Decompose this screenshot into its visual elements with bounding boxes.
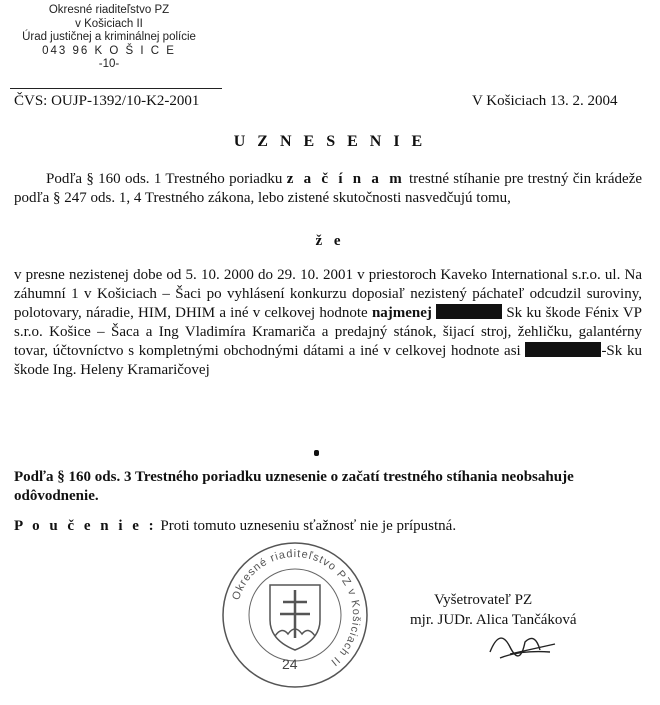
document-title: U Z N E S E N I E [233, 133, 427, 150]
instruction-paragraph [14, 517, 646, 536]
issuer-postcode: 043 96 K O Š I C E [42, 44, 176, 57]
signatory-role: Vyšetrovateľ PZ [434, 592, 533, 608]
justification-note: Podľa § 160 ods. 3 Trestného poriadku uznesenie o začatí trestného stíhania neobsahuje odôvodnenie. [14, 469, 574, 504]
opening-paragraph [14, 170, 642, 208]
svg-text:Okresné riaditeľstvo PZ v Koši: Okresné riaditeľstvo PZ v Košiciach II [230, 547, 363, 669]
issuer-city: v Košiciach II [75, 17, 143, 30]
redaction-box [436, 304, 502, 319]
instruction-label: P o u č e n i e : [14, 518, 157, 534]
ze-heading: ž e [315, 233, 345, 249]
case-reference: ČVS: OUJP-1392/10-K2-2001 [14, 93, 200, 109]
issuer-number: -10- [98, 58, 120, 70]
instruction-text: Proti tomuto uzneseniu sťažnosť nie je prípustná. [160, 518, 457, 534]
facts-paragraph [14, 266, 642, 380]
redaction-box [525, 342, 601, 357]
opening-verb: z a č í n a m [286, 171, 405, 187]
facts-text-2: Sk ku škode Fénix VP s.r.o. Košice – Šaca a Ing Vladimíra Kramariča a predajný stánok, šijací stroj, žehličku, galantérny tovar, účtovníctvo s kompletnými obchodnými dátami a iné v celkovej hodnote asi [14, 305, 643, 359]
facts-bold-word: najmenej [371, 305, 432, 321]
opening-text-pre: Podľa § 160 ods. 1 Trestného poriadku [46, 171, 283, 187]
facts-text-3: -Sk ku škode Ing. Heleny Kramaričovej [14, 343, 643, 378]
header-divider [10, 88, 222, 89]
signatory-name: mjr. JUDr. Alica Tančáková [410, 612, 577, 628]
handwritten-signature [480, 622, 570, 662]
issuer-org-name: Okresné riaditeľstvo PZ [48, 4, 170, 16]
stamp-number: 24 [282, 656, 298, 672]
speck-mark [314, 450, 319, 456]
facts-text-1: v presne nezistenej dobe od 5. 10. 2000 do 29. 10. 2001 v priestoroch Kaveko International s.r.o. ul. Na záhumní 1 v Košiciach – Šaci po vyhlásení konkurzu doposiaľ nezistený páchateľ odcudzil suroviny, polotovary, náradie, HIM, DHIM a iné v celkovej hodnote [14, 267, 642, 321]
place-and-date: V Košiciach 13. 2. 2004 [472, 93, 618, 109]
opening-text-post: trestné stíhanie pre trestný čin krádeže podľa § 247 ods. 1, 4 Trestného zákona, lebo zistené skutočnosti nasvedčujú tomu, [14, 171, 643, 206]
issuer-header [14, 4, 204, 72]
issuer-department: Úrad justičnej a kriminálnej polície [22, 31, 196, 43]
